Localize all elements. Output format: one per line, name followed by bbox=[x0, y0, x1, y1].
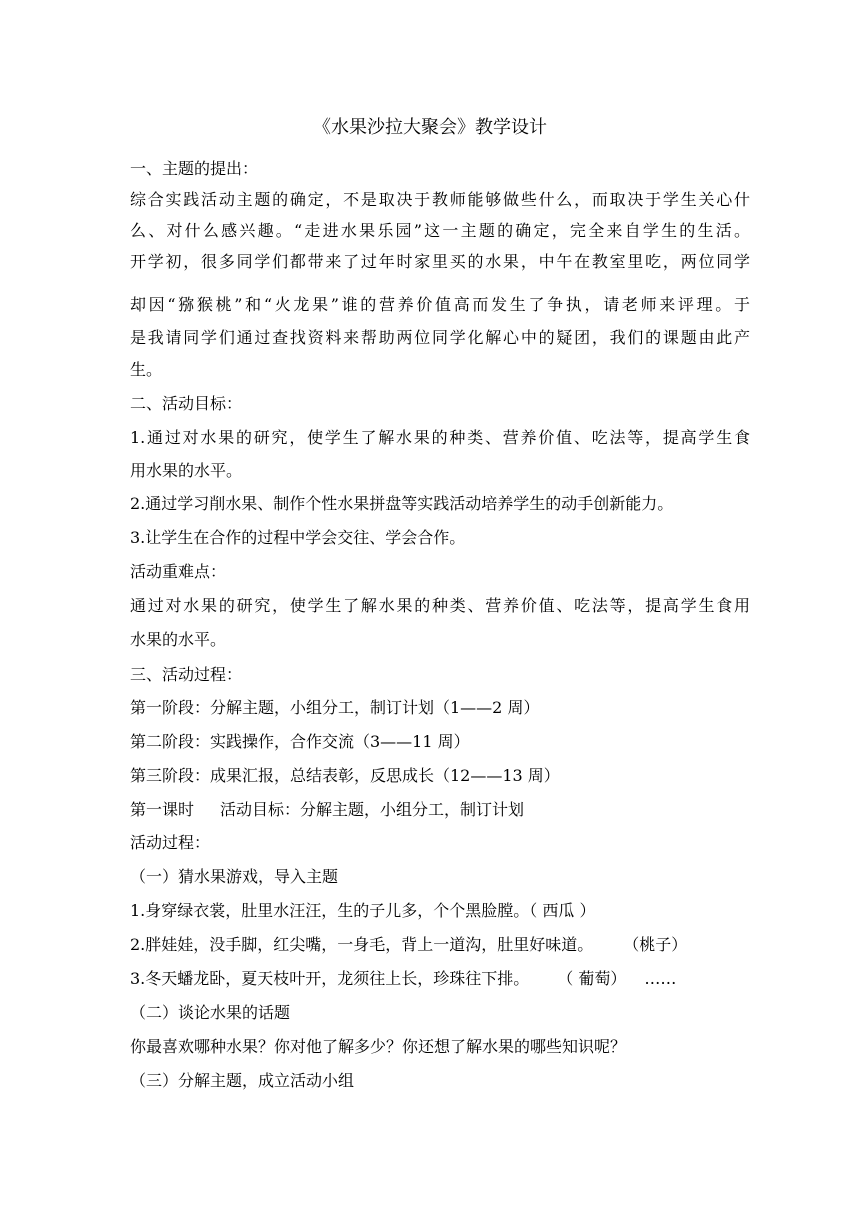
paragraph-line: 开学初，很多同学们都带来了过年时家里买的水果，中午在教室里吃，两位同学 bbox=[130, 252, 750, 271]
document-title: 《水果沙拉大聚会》教学设计 bbox=[313, 117, 547, 138]
section-heading: 一、主题的提出： bbox=[130, 159, 259, 178]
paragraph-line: 是我请同学们通过查找资料来帮助两位同学化解心中的疑团，我们的课题由此产 bbox=[130, 328, 750, 347]
paragraph-line: 通过对水果的研究，使学生了解水果的种类、营养价值、吃法等，提高学生食用 bbox=[130, 596, 750, 615]
paragraph-line: 却因“猕猴桃”和“火龙果”谁的营养价值高而发生了争执，请老师来评理。于 bbox=[130, 295, 750, 314]
list-item: 3.让学生在合作的过程中学会交往、学会合作。 bbox=[130, 528, 466, 547]
subheading: （三）分解主题，成立活动小组 bbox=[130, 1071, 355, 1090]
riddle-answer: （ 葡萄） bbox=[557, 969, 627, 988]
riddle-answer: （ 西瓜 ） bbox=[529, 901, 596, 920]
riddle-text: 3.冬天蟠龙卧，夏天枝叶开，龙须往上长，珍珠往下排。 bbox=[130, 969, 530, 988]
paragraph-line: 你最喜欢哪种水果？你对他了解多少？你还想了解水果的哪些知识呢？ bbox=[130, 1037, 627, 1056]
paragraph-line: 综合实践活动主题的确定，不是取决于教师能够做些什么，而取决于学生关心什 bbox=[130, 190, 750, 209]
paragraph-line: 生。 bbox=[130, 360, 163, 379]
riddle-text: 1.身穿绿衣裳，肚里水汪汪，生的子儿多，个个黑脸膛。 bbox=[130, 901, 530, 920]
subheading: （二）谈论水果的话题 bbox=[130, 1003, 291, 1022]
ellipsis: …… bbox=[644, 969, 677, 988]
section-heading: 二、活动目标： bbox=[130, 394, 243, 413]
riddle-line bbox=[130, 900, 750, 922]
section-heading: 活动重难点： bbox=[130, 562, 227, 581]
riddle-answer: （桃子） bbox=[623, 935, 688, 954]
lesson-line bbox=[130, 799, 750, 821]
riddle-line bbox=[130, 968, 750, 990]
lesson-label: 第一课时 bbox=[130, 800, 195, 819]
riddle-line bbox=[130, 934, 750, 956]
lesson-goal: 活动目标：分解主题，小组分工，制订计划 bbox=[220, 800, 525, 819]
stage-line: 第三阶段：成果汇报，总结表彰，反思成长（12——13 周） bbox=[130, 766, 560, 785]
stage-line: 第二阶段：实践操作，合作交流（3——11 周） bbox=[130, 732, 470, 751]
paragraph-line: 水果的水平。 bbox=[130, 630, 227, 649]
subheading: （一）猜水果游戏，导入主题 bbox=[130, 867, 339, 886]
list-item: 1.通过对水果的研究，使学生了解水果的种类、营养价值、吃法等，提高学生食 bbox=[130, 428, 750, 447]
list-item: 2.通过学习削水果、制作个性水果拼盘等实践活动培养学生的动手创新能力。 bbox=[130, 494, 674, 513]
riddle-text: 2.胖娃娃，没手脚，红尖嘴，一身毛，背上一道沟，肚里好味道。 bbox=[130, 935, 594, 954]
list-item: 用水果的水平。 bbox=[130, 461, 243, 480]
subheading: 活动过程： bbox=[130, 833, 211, 852]
paragraph-line: 么、对什么感兴趣。“走进水果乐园”这一主题的确定，完全来自学生的生活。 bbox=[130, 221, 750, 240]
stage-line: 第一阶段：分解主题，小组分工，制订计划（1——2 周） bbox=[130, 698, 540, 717]
section-heading: 三、活动过程： bbox=[130, 665, 243, 684]
